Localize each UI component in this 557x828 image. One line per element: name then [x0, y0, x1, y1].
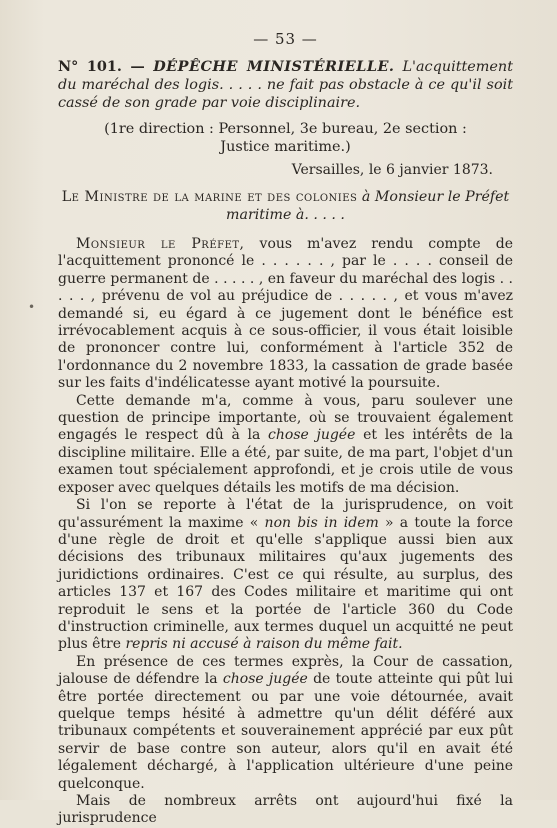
address-line	[58, 188, 513, 224]
dispatch-title	[58, 58, 513, 112]
paragraph-2-before: Cette demande m'a, comme à vous, paru soulever une question de principe importante, où se trouvaient également engagés le respect dû à la	[58, 392, 513, 444]
dispatch-subtitle: L'acquittement du maréchal des logis. . . . . ne fait pas obstacle à ce qu'il soit cassé de son grade par voie disciplinaire.	[58, 59, 513, 111]
dispatch-name: DÉPÊCHE MINISTÉRIELLE.	[153, 58, 395, 75]
paragraph-1	[58, 236, 513, 393]
paragraph-5: Mais de nombreux arrêts ont aujourd'hui fixé la jurisprudence	[58, 793, 513, 827]
paragraph-3-middle: » a toute la force d'une règle de droit et qu'elle s'applique aussi bien aux décisions des tribunaux militaires qu'aux jugements des juridictions ordinaires. C'est ce qui résulte, au surplus, des articles 137 et 167 des Codes militaire et maritime qui ont reproduit le sens et la portée de l'article 360 du Code d'instruction criminelle, aux termes duquel un acquitté ne peut plus être	[58, 514, 513, 653]
paragraph-4	[58, 654, 513, 793]
address-sender: Le Ministre de la marine et des colonies	[61, 189, 358, 205]
paragraph-2	[58, 393, 513, 497]
margin-dot: •	[28, 300, 36, 314]
salutation: Monsieur le Préfet,	[76, 236, 245, 252]
dispatch-number: N° 101. —	[58, 58, 154, 75]
address-to: à	[357, 189, 375, 205]
paragraph-4-before: En présence de ces termes exprès, la Cour de cassation, jalouse de défendre la	[58, 653, 513, 688]
paragraph-1-text: vous m'avez rendu compte de l'acquittement prononcé le . . . . . . , par le . . . . conseil de guerre permanent de . . . . . , en faveur du maréchal des logis . . . . . , prévenu de vol au préjudice de . . . . . , et vous m'avez demandé si, eu égard à ce jugement dont le bénéfice est irrévocablement acquis à ce sous-officier, il vous était loisible de prononcer contre lui, conformément à l'article 352 de l'ordonnance du 2 novembre 1833, la cassation de grade basée sur les faits d'indélicatesse ayant motivé la poursuite.	[58, 236, 513, 392]
direction-line: (1re direction : Personnel, 3e bureau, 2e section : Justice maritime.)	[104, 121, 467, 155]
address-recipient: Monsieur le Préfet maritime à. . . . .	[226, 189, 510, 223]
paragraph-2-italic: chose jugée	[268, 427, 356, 444]
paragraph-3-italic2: repris ni accusé à raison du même fait.	[125, 636, 403, 653]
paragraph-4-italic: chose jugée	[222, 671, 308, 688]
paragraph-3-before: Si l'on se reporte à l'état de la jurisprudence, on voit qu'assurément la maxime «	[58, 497, 513, 531]
page-number: — 53 —	[253, 30, 318, 48]
paragraph-3-italic: non bis in idem	[264, 514, 379, 531]
paragraph-4-after: de toute atteinte qui pût lui être portée directement ou par une voie détournée, avait quelque temps hésité à admettre qu'un délit déféré aux tribunaux compétents et souverainement apprécié par eux pût servir de base contre son auteur, alors qu'il en avait été légalement déchargé, à l'application ultérieure d'une peine quelconque.	[58, 671, 513, 792]
paragraph-3	[58, 497, 513, 654]
paragraph-2-after: et les intérêts de la discipline militaire. Elle a été, par suite, de ma part, l'objet d'un examen tout spécialement approfondi, et je crois utile de vous exposer avec quelques détails les motifs de ma décision.	[58, 427, 514, 496]
dateline: Versailles, le 6 janvier 1873.	[291, 162, 493, 178]
